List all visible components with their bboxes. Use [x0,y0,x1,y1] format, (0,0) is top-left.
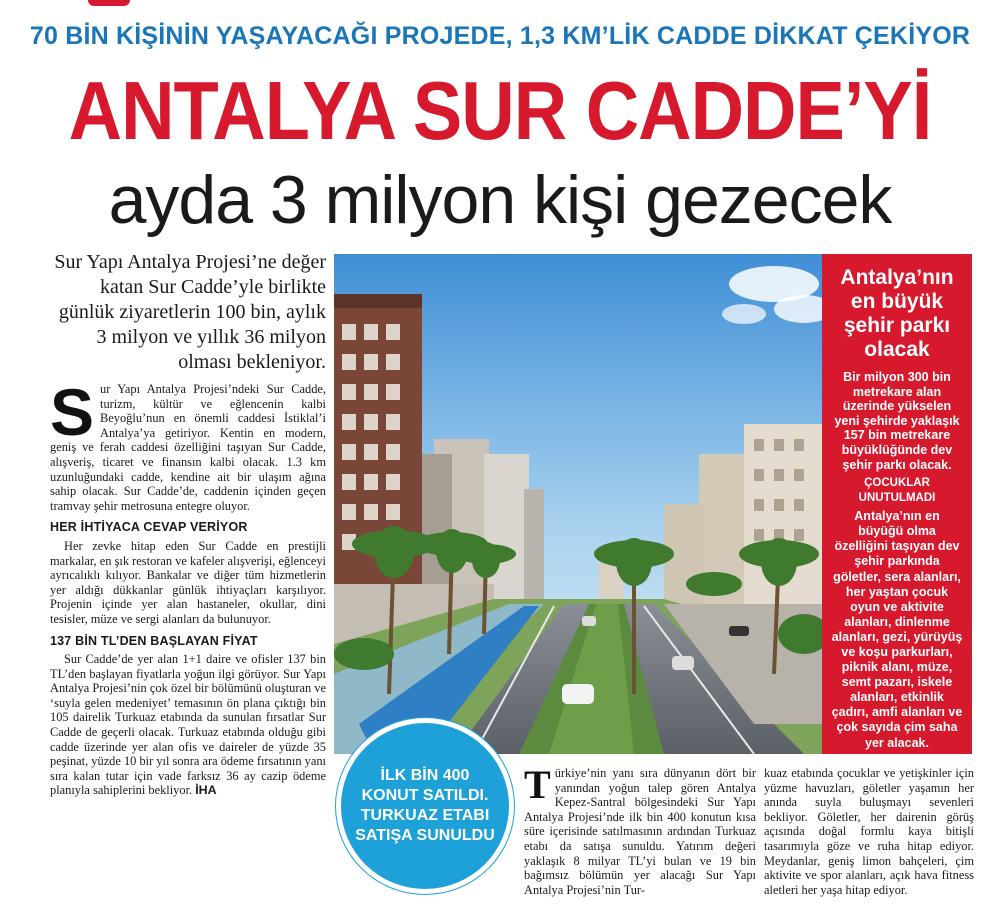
sales-badge [336,718,514,894]
bottom-center-column [524,762,756,897]
subheading: 137 BİN TL’DEN BAŞLAYAN FİYAT [50,633,258,648]
paragraph [50,375,326,513]
sidebar-subheading: ÇOCUKLAR UNUTULMADI [858,477,936,505]
subheading: HER İHTİYACA CEVAP VERİYOR [50,520,248,535]
street-render-illustration [334,254,822,754]
main-headline: ANTALYA SUR CADDE’Yİ [68,63,932,157]
agency-credit: İHA [195,783,217,798]
section-marker [88,0,130,6]
sidebar-text: Antalya’nın en büyüğü olma özelliğini taşıyan dev şehir parkında göletler, sera alanları, her yaştan çocuk oyun ve aktivite alanları, dinlenme alanları, gezi, yürüyüş ve koşu parkurları, piknik alanı, müze, semt pazarı, iskele alanları, etkinlik çadırı, amfi alanları ve çok sayıda çim saha yer alacak. [831,509,963,750]
drop-cap: S [50,375,95,449]
paragraph: kuaz etabında çocuklar ve yetişkinler için yüzme havuzları, göletler yaşamın her anında suyla buluşmayı sevenleri bekliyor. Göletler, her dairenin görüş açısında doğal formlu kaya bitişli tasarımıyla göze ve ruha hitap ediyor. Meydanlar, geniş limon bahçeleri, çim aktivite ve spor alanları, açık hava fitness aletleri her yaşa hitap ediyor. [764,766,974,897]
lede-paragraph: Sur Yapı Antalya Projesi’ne değer katan Sur Cadde’yle birlikte günlük ziyaretlerin 100 bin, aylık 3 milyon ve yıllık 36 milyon olması bekleniyor. [54,251,326,373]
sidebar-text: Bir milyon 300 bin metrekare alan üzerinde yükselen yeni şehirde yaklaşık 157 bin metrekare büyüklüğünde dev şehir parkı olacak. [834,370,960,472]
bottom-right-column [764,766,974,897]
sidebar-box [822,254,972,754]
paragraph-text: ürkiye’nin yanı sıra dünyanın dört bir yanından yoğun talep gören Antalya Kepez-Santral bölgesindeki Sur Yapı Antalya Projesi’nde ilk bin 400 konutun kısa süre içerisinde satılmasının ardından Turkuaz etabı da satışa sunuldu. Yatırım değeri yaklaşık 8 milyar TL’yi bulan ve 19 bin bağımsız bölümün yer alacağı Sur Yapı Antalya Projesi’nin Tur- [524,766,756,897]
badge-text: İLK BİN 400 KONUT SATILDI. TURKUAZ ETABI SATIŞA SUNULDU [355,767,495,844]
sidebar-title: Antalya’nın en büyük şehir parkı olacak [840,266,954,361]
kicker-headline: 70 BİN KİŞİNİN YAŞAYACAĞI PROJEDE, 1,3 KM’LİK CADDE DİKKAT ÇEKİYOR [29,22,971,50]
drop-cap: T [524,762,551,807]
paragraph [50,652,326,798]
sub-headline: ayda 3 milyon kişi gezecek [108,162,892,238]
left-article-column [50,375,326,798]
paragraph: Her zevke hitap eden Sur Cadde en prestijli markalar, en şık restoran ve kafeler alışverişi, eğlenceyi ayrıcalıklı kılıyor. Bankalar ve diğer tüm hizmetlerin yer aldığı dükkanlar günlük ihtiyaçları karşılıyor. Projenin içinde yer alan hastaneler, okullar, dini tesisler, müze ve sergi alanları da bulunuyor. [50,538,326,626]
paragraph-text: Sur Cadde’de yer alan 1+1 daire ve ofisler 137 bin TL’den başlayan fiyatlarla yoğun ilgi görüyor. Sur Yapı Antalya Projesi’nin çok özel bir bölümünü oluşturan ve ‘suyla gelen medeniyet’ temasının ön plana çıktığı bin 105 dairelik Turkuaz etabında da sunulan fırsatlar Sur Cadde de geçerli olacak. Turkuaz etabında olduğu gibi cadde üzerinde yer alan ofis ve daireler de yüzde 35 peşinat, yüzde 10 bir yıl sonra ara ödeme fırsatının yanı sıra kalan tutar için vade farksız 36 ay cazip ödeme planıyla sahiplerini bekliyor. [50,652,326,798]
paragraph [524,762,756,897]
project-render-photo [334,254,822,754]
paragraph-text: ur Yapı Antalya Projesi’ndeki Sur Cadde, turizm, kültür ve eğlencenin kalbi Beyoğlu’nun en önemli caddesi İstiklal’i Antalya’ya getiriyor. Kentin en modern, geniş ve ferah caddesi özelliğini taşıyan Sur Cadde, alışveriş, ticaret ve finansın kalbi olacak. 1.3 km uzunluğundaki cadde, kendine ait bir ulaşım ağına sahip olacak. Sur Cadde’de, caddenin içinden geçen tramvay şehir metrosuna entegre oluyor. [50,382,326,513]
